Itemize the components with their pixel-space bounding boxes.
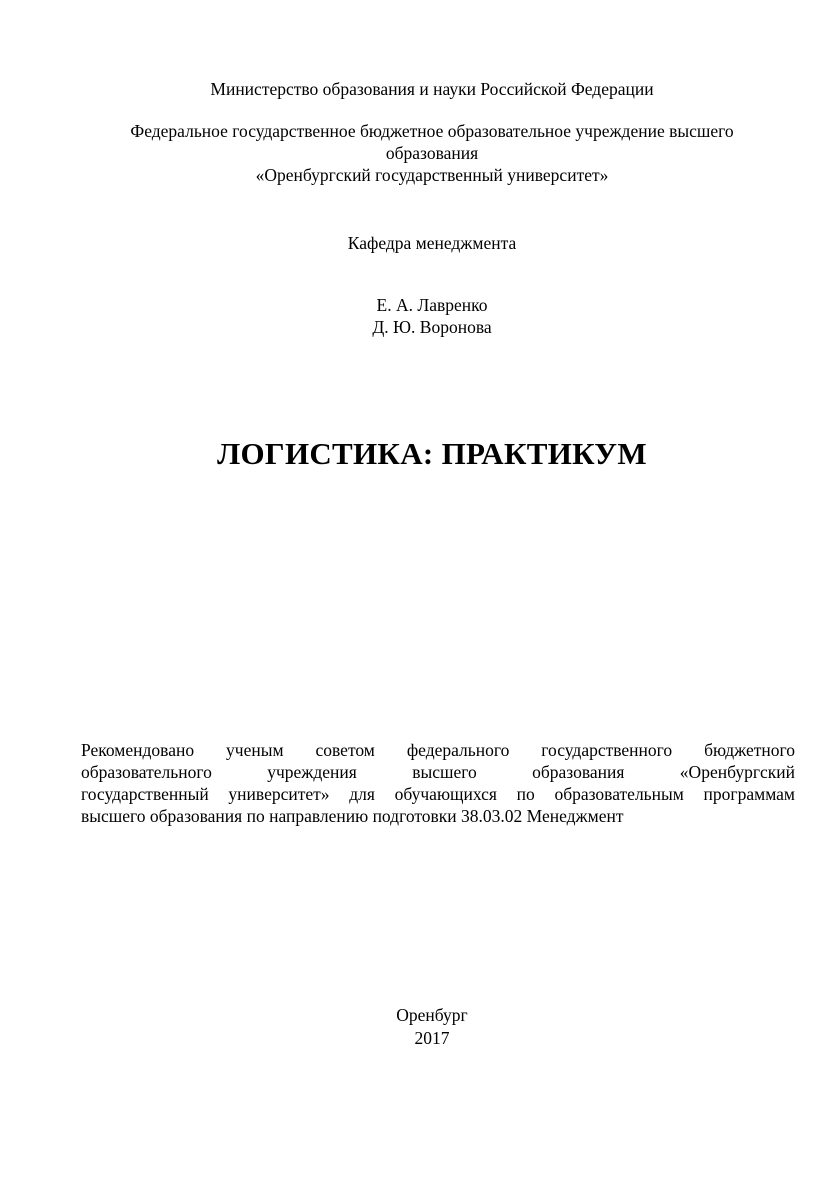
recommendation-line-1: Рекомендовано ученым советом федерального государственного бюджетного	[81, 740, 795, 760]
recommendation-line-4: высшего образования по направлению подготовки 38.03.02 Менеджмент	[81, 806, 624, 826]
ministry-name: Министерство образования и науки Российской Федерации	[210, 79, 654, 99]
institution-line-3: «Оренбургский государственный университет»	[255, 165, 609, 185]
publication-city: Оренбург	[396, 1005, 468, 1025]
institution-line-1: Федеральное государственное бюджетное образовательное учреждение высшего	[130, 121, 734, 141]
recommendation-line-3: государственный университет» для обучающихся по образовательным программам	[81, 784, 795, 804]
institution-name	[14, 120, 836, 186]
author-1: Е. А. Лавренко	[376, 295, 488, 315]
department-name: Кафедра менеджмента	[347, 233, 517, 253]
institution-line-2: образования	[385, 143, 479, 163]
recommendation-text	[81, 739, 795, 827]
document-title: ЛОГИСТИКА: ПРАКТИКУМ	[217, 436, 647, 471]
authors-block	[14, 294, 836, 338]
author-2: Д. Ю. Воронова	[372, 317, 492, 337]
publication-year: 2017	[414, 1028, 450, 1048]
recommendation-line-2: образовательного учреждения высшего образования «Оренбургский	[81, 762, 795, 782]
